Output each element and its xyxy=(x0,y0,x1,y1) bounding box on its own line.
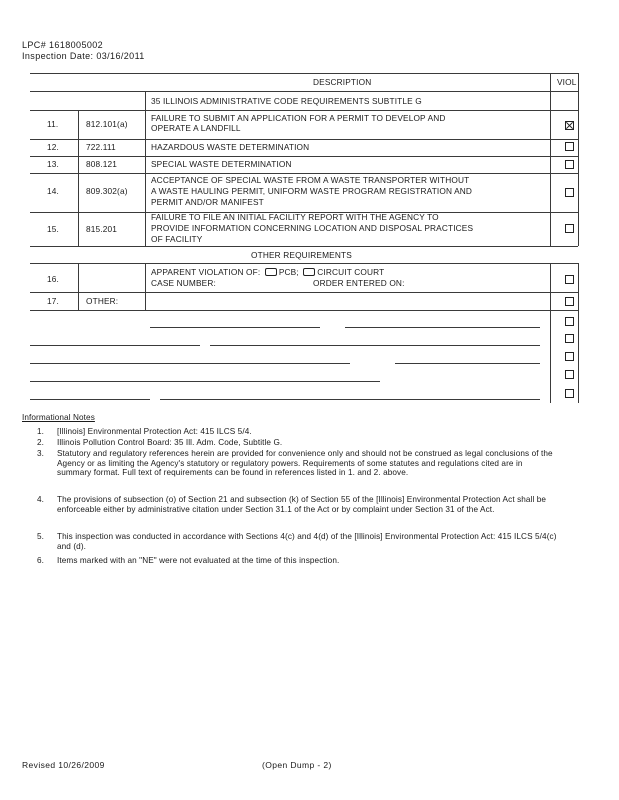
note-text: [Illinois] Environmental Protection Act: 415 ILCS 5/4. xyxy=(57,427,252,436)
note-item xyxy=(0,556,600,568)
note-number: 1. xyxy=(37,427,45,436)
row-number: 16. xyxy=(47,274,59,284)
note-text: Illinois Pollution Control Board: 35 Ill. Adm. Code, Subtitle G. xyxy=(57,438,283,447)
row-description-line: FAILURE TO SUBMIT AN APPLICATION FOR A PERMIT TO DEVELOP AND xyxy=(151,113,446,123)
row-description-line: PROVIDE INFORMATION CONCERNING LOCATION AND DISPOSAL PRACTICES xyxy=(151,223,474,233)
form-name: (Open Dump - 2) xyxy=(262,760,332,770)
col-viol-header: VIOL xyxy=(557,77,577,87)
pcb-option[interactable] xyxy=(265,268,277,276)
order-entered-label: ORDER ENTERED ON: xyxy=(313,278,405,288)
row-code: 812.101(a) xyxy=(86,119,128,129)
col-description-header: DESCRIPTION xyxy=(313,77,372,87)
row-description-line: PERMIT AND/OR MANIFEST xyxy=(151,197,264,207)
violation-checkbox-checked[interactable] xyxy=(565,121,574,130)
row-number: 17. xyxy=(47,296,59,306)
violation-checkbox[interactable] xyxy=(565,160,574,169)
other-requirements-heading: OTHER REQUIREMENTS xyxy=(251,250,352,260)
row-code: 808.121 xyxy=(86,159,118,169)
informational-notes-title: Informational Notes xyxy=(22,413,95,422)
revised-date: Revised 10/26/2009 xyxy=(22,760,105,770)
apparent-violation-label: APPARENT VIOLATION OF: xyxy=(151,267,261,277)
note-number: 2. xyxy=(37,438,45,447)
inspection-date: Inspection Date: 03/16/2011 xyxy=(22,51,145,61)
violation-checkbox[interactable] xyxy=(565,352,574,361)
row-number: 12. xyxy=(47,142,59,152)
note-number: 6. xyxy=(37,556,45,565)
note-text: This inspection was conducted in accordance with Sections 4(c) and 4(d) of the [Illinois] Environmental Protection Act: 415 ILCS 5/4(c) and (d). xyxy=(57,532,557,551)
row-number: 14. xyxy=(47,186,59,196)
violation-checkbox[interactable] xyxy=(565,275,574,284)
violation-checkbox[interactable] xyxy=(565,370,574,379)
row-code: OTHER: xyxy=(86,296,119,306)
note-item xyxy=(0,495,600,529)
row-code: 722.111 xyxy=(86,142,116,152)
violation-checkbox[interactable] xyxy=(565,188,574,197)
row-description-line: ACCEPTANCE OF SPECIAL WASTE FROM A WASTE TRANSPORTER WITHOUT xyxy=(151,175,470,185)
row-number: 13. xyxy=(47,159,59,169)
circuit-court-label: CIRCUIT COURT xyxy=(317,267,385,277)
violation-checkbox[interactable] xyxy=(565,142,574,151)
row-description-line: A WASTE HAULING PERMIT, UNIFORM WASTE PROGRAM REGISTRATION AND xyxy=(151,186,473,196)
violation-checkbox[interactable] xyxy=(565,297,574,306)
apparent-violation-line xyxy=(151,268,384,277)
violation-checkbox[interactable] xyxy=(565,224,574,233)
row-description-line: OPERATE A LANDFILL xyxy=(151,123,241,133)
lpc-number: LPC# 1618005002 xyxy=(22,40,104,50)
note-text: The provisions of subsection (o) of Section 21 and subsection (k) of Section 55 of the [Illinois] Environmental Protection Act shall be enforceable either by administrative citation under Section 31.1 of the Act or by complaint under Section 31 of the Act. xyxy=(57,495,547,514)
pcb-label: PCB; xyxy=(278,267,299,277)
row-number: 11. xyxy=(47,119,59,129)
row-number: 15. xyxy=(47,224,59,234)
note-text: Items marked with an "NE" were not evaluated at the time of this inspection. xyxy=(57,556,340,565)
row-description-line: FAILURE TO FILE AN INITIAL FACILITY REPORT WITH THE AGENCY TO xyxy=(151,212,439,222)
note-item xyxy=(0,449,600,493)
row-code: 809.302(a) xyxy=(86,186,128,196)
row-code: 815.201 xyxy=(86,224,118,234)
note-number: 3. xyxy=(37,449,45,458)
violation-checkbox[interactable] xyxy=(565,317,574,326)
case-number-label: CASE NUMBER: xyxy=(151,278,216,288)
violation-checkbox[interactable] xyxy=(565,389,574,398)
section-heading: 35 ILLINOIS ADMINISTRATIVE CODE REQUIREMENTS SUBTITLE G xyxy=(151,96,422,106)
row-description-line: HAZARDOUS WASTE DETERMINATION xyxy=(151,142,310,152)
note-number: 4. xyxy=(37,495,45,504)
circuit-court-option[interactable] xyxy=(303,268,315,276)
note-number: 5. xyxy=(37,532,45,541)
note-text: Statutory and regulatory references herein are provided for convenience only and should not be construed as legal conclusions of the Agency or as limiting the Agency's statutory or regulatory powers. Requirements of some statutes and regulations cited are in summary format. Full text of requirements can be found in references listed in 1. and 2. above. xyxy=(57,449,553,477)
row-description-line: OF FACILITY xyxy=(151,234,203,244)
note-item xyxy=(0,532,600,554)
row-description-line: SPECIAL WASTE DETERMINATION xyxy=(151,159,292,169)
violation-checkbox[interactable] xyxy=(565,334,574,343)
